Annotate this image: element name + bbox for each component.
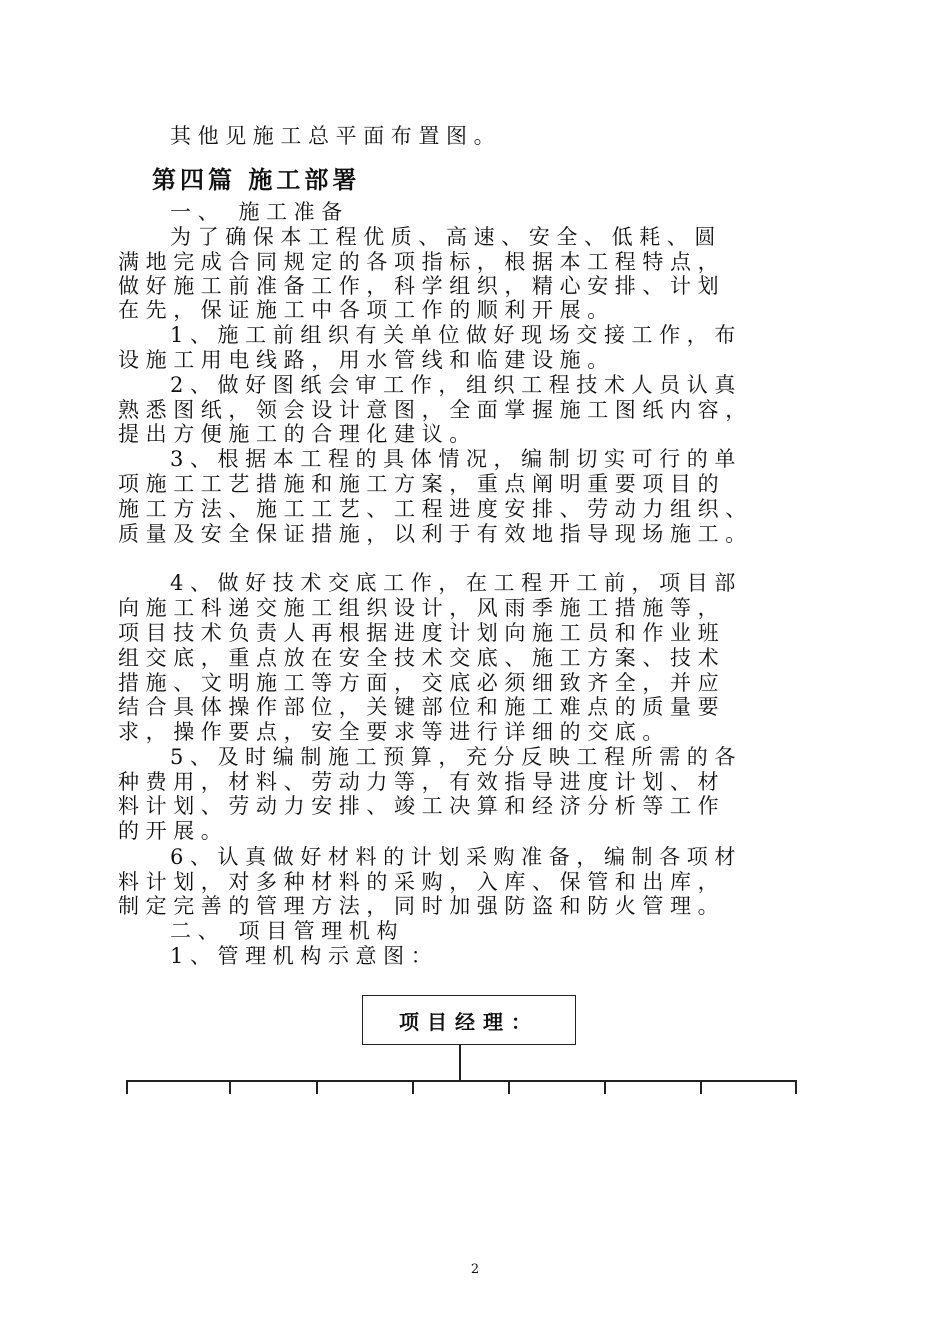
para-line: 为了确保本工程优质、高速、安全、低耗、圆 — [170, 225, 722, 249]
section-title-preparation: 一、 施工准备 — [170, 200, 349, 224]
para-line: 3、根据本工程的具体情况，编制切实可行的单 — [170, 447, 742, 471]
branch-tick — [604, 1080, 606, 1094]
para-line: 的开展。 — [118, 819, 229, 843]
branch-tick — [700, 1080, 702, 1094]
branch-tick — [126, 1080, 128, 1094]
para-line: 2、做好图纸会审工作，组织工程技术人员认真 — [170, 373, 742, 397]
connector-vertical — [459, 1045, 461, 1081]
para-line: 求，操作要点，安全要求等进行详细的交底。 — [118, 720, 670, 744]
page-number: 2 — [470, 1262, 480, 1277]
para-line: 制定完善的管理方法，同时加强防盗和防火管理。 — [118, 894, 726, 918]
branch-tick — [795, 1080, 797, 1094]
branch-tick — [229, 1080, 231, 1094]
para-line: 组交底，重点放在安全技术交底、施工方案、技术 — [118, 646, 726, 670]
para-line: 满地完成合同规定的各项指标，根据本工程特点， — [118, 250, 726, 274]
para-line: 措施、文明施工等方面，交底必须细致齐全，并应 — [118, 671, 726, 695]
para-line: 施工方法、施工工艺、工程进度安排、劳动力组织、 — [118, 497, 753, 521]
para-line: 1、施工前组织有关单位做好现场交接工作，布 — [170, 323, 742, 347]
project-manager-box: 项目经理： — [362, 995, 576, 1045]
branch-tick — [316, 1080, 318, 1094]
section-title-management: 二、 项目管理机构 — [170, 919, 405, 943]
para-line: 6、认真做好材料的计划采购准备，编制各项材 — [170, 845, 742, 869]
para-line: 质量及安全保证措施，以利于有效地指导现场施工。 — [118, 522, 753, 546]
para-line: 做好施工前准备工作，科学组织，精心安排、计划 — [118, 274, 726, 298]
para-line: 5、及时编制施工预算，充分反映工程所需的各 — [170, 745, 742, 769]
para-line: 熟悉图纸，领会设计意图，全面掌握施工图纸内容， — [118, 398, 753, 422]
para-line: 料计划，对多种材料的采购，入库、保管和出库， — [118, 870, 726, 894]
para-line: 在先，保证施工中各项工作的顺利开展。 — [118, 298, 615, 322]
chapter-heading: 第四篇 施工部署 — [152, 166, 361, 194]
sub-title-org-chart: 1、管理机构示意图： — [170, 944, 439, 968]
para-line: 设施工用电线路，用水管线和临建设施。 — [118, 348, 615, 372]
branch-tick — [412, 1080, 414, 1094]
branch-tick — [508, 1080, 510, 1094]
para-line: 料计划、劳动力安排、竣工决算和经济分析等工作 — [118, 794, 726, 818]
text-line-site-plan: 其他见施工总平面布置图。 — [170, 124, 502, 148]
para-line: 种费用，材料、劳动力等，有效指导进度计划、材 — [118, 770, 726, 794]
para-line: 项施工工艺措施和施工方案，重点阐明重要项目的 — [118, 472, 726, 496]
para-line: 项目技术负责人再根据进度计划向施工员和作业班 — [118, 621, 726, 645]
para-line: 4、做好技术交底工作，在工程开工前，项目部 — [170, 571, 742, 595]
connector-horizontal — [126, 1080, 796, 1082]
para-line: 结合具体操作部位，关键部位和施工难点的质量要 — [118, 695, 726, 719]
para-line: 向施工科递交施工组织设计，风雨季施工措施等， — [118, 596, 726, 620]
para-line: 提出方便施工的合理化建议。 — [118, 422, 477, 446]
